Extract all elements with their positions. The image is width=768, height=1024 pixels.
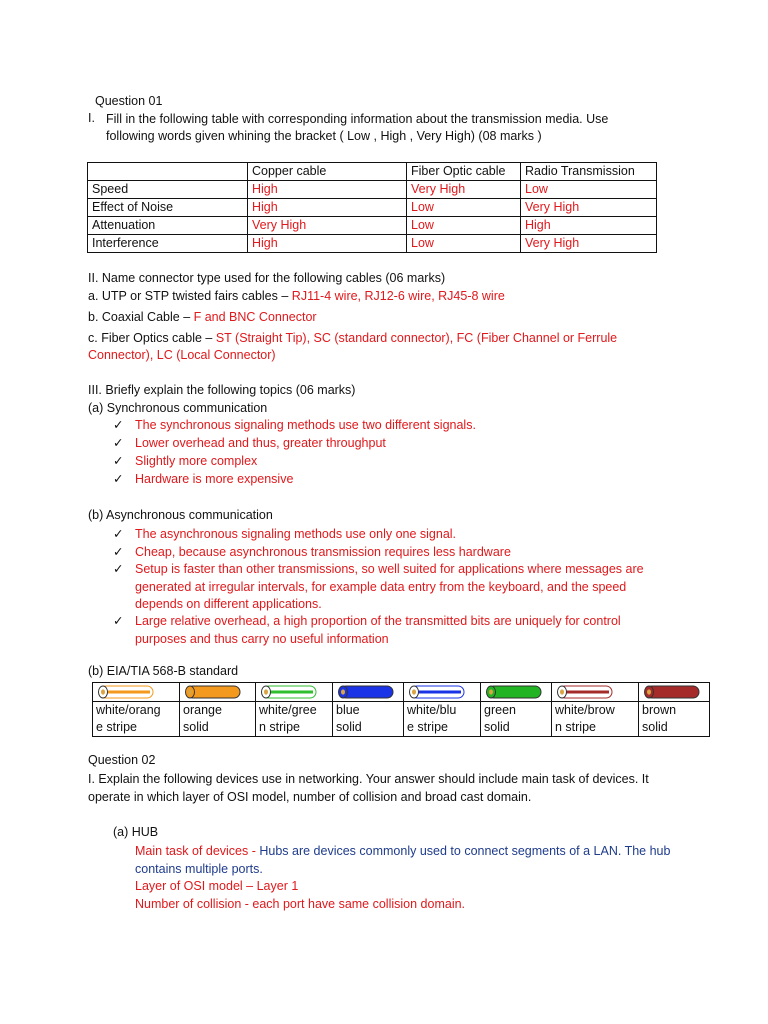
list-item: [113, 471, 293, 486]
wire-label-line: orange: [183, 703, 222, 717]
wire-icon-cell: [552, 683, 639, 702]
answer-text: F and BNC Connector: [193, 310, 317, 324]
wire-label-line: blue: [336, 703, 360, 717]
wire-icon-cell: [333, 683, 404, 702]
wire-icon: [259, 685, 317, 699]
cable-label: c. Fiber Optics cable –: [88, 331, 216, 345]
wire-color-table: [92, 682, 710, 737]
wire-label: [333, 702, 404, 737]
row-label: Effect of Noise: [88, 199, 248, 217]
wire-label-line: solid: [183, 720, 209, 734]
sync-heading: (a) Synchronous communication: [88, 401, 268, 415]
wire-icon: [336, 685, 394, 699]
answer-text: RJ11-4 wire, RJ12-6 wire, RJ45-8 wire: [291, 289, 505, 303]
answer-cell: High: [521, 217, 657, 235]
checkmark-icon: ✓: [113, 527, 124, 541]
table-row: [88, 181, 657, 199]
wire-label-line: white/gree: [259, 703, 317, 717]
answer-cell: High: [248, 235, 407, 253]
wire-icon: [407, 685, 465, 699]
bullet-text: Cheap, because asynchronous transmission requires less hardware: [135, 545, 511, 559]
wire-label-line: solid: [484, 720, 510, 734]
wire-icon: [96, 685, 154, 699]
answer-text: ST (Straight Tip), SC (standard connector), FC (Fiber Channel or Ferrule Connector), LC (Local Connector): [88, 331, 618, 362]
list-item: [113, 613, 135, 628]
list-item: [113, 417, 476, 432]
part-2-heading: II. Name connector type used for the following cables (06 marks): [88, 271, 446, 285]
wire-label-line: n stripe: [555, 720, 596, 734]
hub-layer: Layer of OSI model – Layer 1: [135, 879, 299, 893]
answer-cell: Low: [407, 217, 521, 235]
standard-heading: (b) EIA/TIA 568-B standard: [88, 664, 239, 678]
table-row: [88, 235, 657, 253]
wire-icon: [484, 685, 542, 699]
list-item: [113, 544, 511, 559]
connector-answer-a: [88, 289, 505, 303]
table-header-cell: [88, 163, 248, 181]
row-label: Interference: [88, 235, 248, 253]
wire-label: [180, 702, 256, 737]
wire-icon-cell: [404, 683, 481, 702]
hub-heading: (a) HUB: [113, 825, 159, 839]
table-header-cell: Radio Transmission: [521, 163, 657, 181]
bullet-text: Large relative overhead, a high proportion of the transmitted bits are uniquely for control purposes and thus carry no useful information: [135, 614, 621, 646]
bullet-text: Lower overhead and thus, greater throughput: [135, 436, 386, 450]
checkmark-icon: ✓: [113, 614, 124, 628]
task-text: Hubs are devices commonly used to connect segments of a LAN. The hub contains multiple ports.: [135, 844, 671, 876]
cable-label: a. UTP or STP twisted fairs cables –: [88, 289, 292, 303]
wire-label: [481, 702, 552, 737]
transmission-media-table: [87, 162, 657, 253]
answer-cell: High: [248, 181, 407, 199]
answer-cell: Low: [407, 199, 521, 217]
question-1-heading: Question 01: [95, 94, 163, 108]
answer-cell: Very High: [248, 217, 407, 235]
wire-label-line: e stripe: [96, 720, 137, 734]
wire-icon-cell: [481, 683, 552, 702]
checkmark-icon: ✓: [113, 562, 124, 576]
part-3-heading: III. Briefly explain the following topics (06 marks): [88, 383, 356, 397]
list-item: [113, 453, 257, 468]
wire-label: [256, 702, 333, 737]
async-heading: (b) Asynchronous communication: [88, 508, 273, 522]
answer-cell: Low: [407, 235, 521, 253]
question-2-intro: I. Explain the following devices use in networking. Your answer should include main task of devices. It operate in which layer of OSI model, number of collision and broad cast domain.: [88, 772, 649, 804]
wire-label: [639, 702, 710, 737]
table-header-row: [88, 163, 657, 181]
connector-answer-c: [88, 330, 633, 364]
bullet-text: The synchronous signaling methods use two different signals.: [135, 418, 476, 432]
answer-cell: Low: [521, 181, 657, 199]
wire-label-line: solid: [642, 720, 668, 734]
wire-icon: [183, 685, 241, 699]
checkmark-icon: ✓: [113, 472, 124, 486]
wire-label-line: e stripe: [407, 720, 448, 734]
wire-icon: [555, 685, 613, 699]
wire-label-line: n stripe: [259, 720, 300, 734]
wire-label-line: solid: [336, 720, 362, 734]
wire-icon-row: [93, 683, 710, 702]
checkmark-icon: ✓: [113, 436, 124, 450]
wire-icon-cell: [180, 683, 256, 702]
question-2-heading: Question 02: [88, 753, 156, 767]
row-label: Attenuation: [88, 217, 248, 235]
wire-label-line: brown: [642, 703, 677, 717]
hub-task: [135, 843, 675, 878]
wire-label-line: white/orang: [96, 703, 161, 717]
wire-label-row: [93, 702, 710, 737]
table-header-cell: Fiber Optic cable: [407, 163, 521, 181]
wire-icon-cell: [256, 683, 333, 702]
answer-cell: Very High: [407, 181, 521, 199]
table-header-cell: Copper cable: [248, 163, 407, 181]
cable-label: b. Coaxial Cable –: [88, 310, 194, 324]
checkmark-icon: ✓: [113, 454, 124, 468]
row-label: Speed: [88, 181, 248, 199]
list-item: [113, 435, 386, 450]
wire-label: [404, 702, 481, 737]
part-1-instruction: Fill in the following table with corresponding information about the transmission media. Use following words given whining the bracket ( Low , High , Very High) (08 marks ): [106, 112, 609, 143]
wire-label-line: white/blu: [407, 703, 457, 717]
bullet-text: Hardware is more expensive: [135, 472, 294, 486]
answer-cell: Very High: [521, 235, 657, 253]
wire-label: [552, 702, 639, 737]
wire-icon: [642, 685, 700, 699]
table-row: [88, 199, 657, 217]
checkmark-icon: ✓: [113, 418, 124, 432]
bullet-text: Slightly more complex: [135, 454, 258, 468]
answer-cell: High: [248, 199, 407, 217]
connector-answer-b: [88, 310, 317, 324]
list-item: [113, 526, 456, 541]
checkmark-icon: ✓: [113, 545, 124, 559]
wire-icon-cell: [93, 683, 180, 702]
wire-label-line: white/brow: [555, 703, 615, 717]
bullet-text: Setup is faster than other transmissions, so well suited for applications where messages are generated at irregular intervals, for example data entry from the keyboard, and the speed depends on different applications.: [135, 562, 644, 611]
answer-cell: Very High: [521, 199, 657, 217]
wire-icon-cell: [639, 683, 710, 702]
wire-label: [93, 702, 180, 737]
list-item: [113, 561, 135, 576]
table-row: [88, 217, 657, 235]
bullet-text: The asynchronous signaling methods use only one signal.: [135, 527, 457, 541]
part-1-numeral: I.: [88, 111, 95, 125]
wire-label-line: green: [484, 703, 516, 717]
hub-collision: Number of collision - each port have same collision domain.: [135, 897, 466, 911]
task-label: Main task of devices -: [135, 844, 260, 858]
